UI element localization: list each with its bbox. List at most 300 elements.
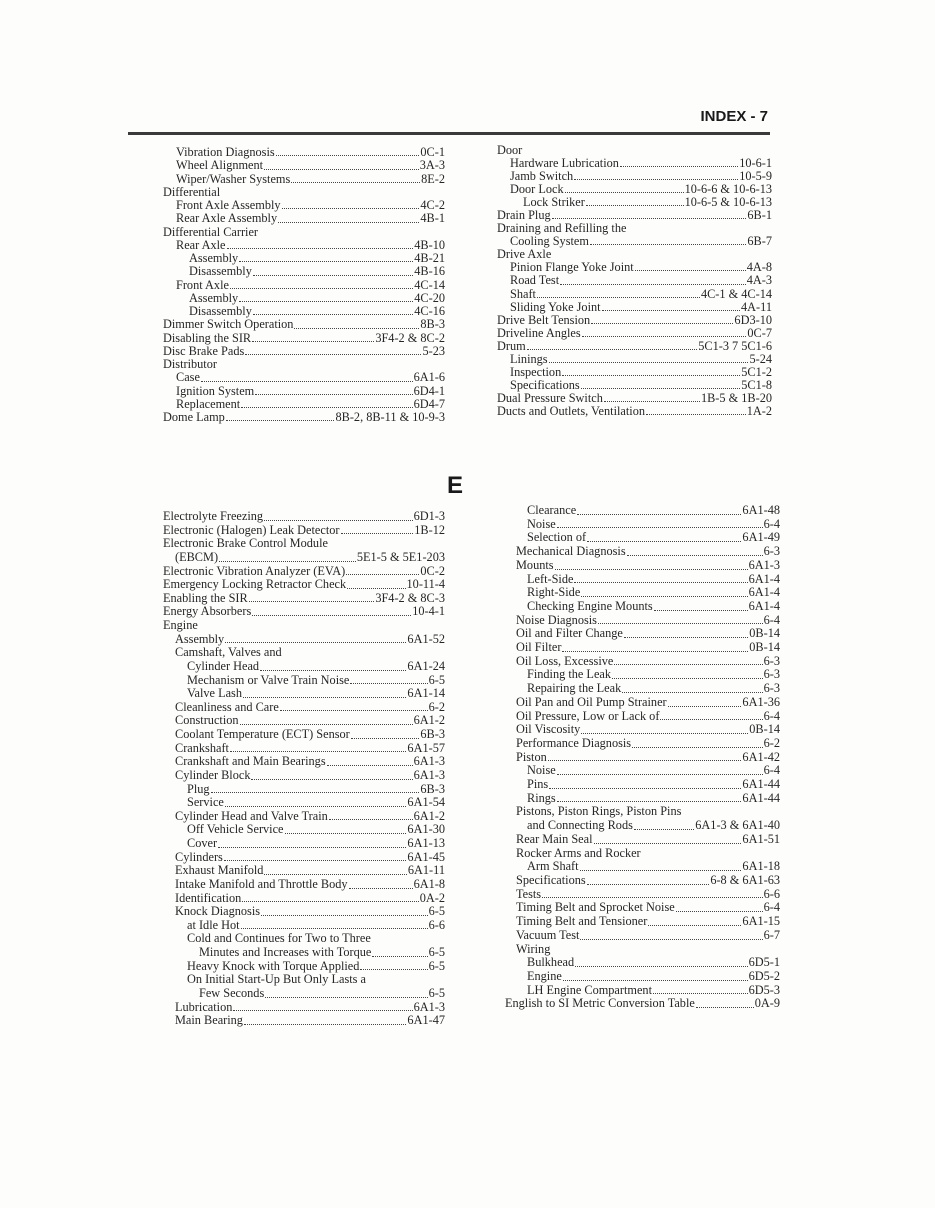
- dot-leader: [581, 388, 741, 389]
- index-entry-label: Driveline Angles: [497, 325, 581, 340]
- index-entry-page-ref: 6A1-3: [413, 767, 445, 782]
- index-entry-page-ref: 6A1-15: [742, 914, 780, 929]
- dot-leader: [646, 414, 746, 415]
- index-entry-label: Pins: [527, 777, 549, 792]
- index-entry: [505, 682, 780, 696]
- index-entry: [505, 764, 780, 778]
- dot-leader: [560, 284, 746, 285]
- index-entry: [163, 226, 445, 239]
- page-header-title: INDEX - 7: [700, 108, 768, 125]
- index-entry-label: Off Vehicle Service: [187, 822, 284, 837]
- index-entry-page-ref: 6-2: [428, 699, 445, 714]
- index-entry: [163, 932, 445, 946]
- index-entry-page-ref: 0A-9: [754, 996, 780, 1011]
- index-entry-page-ref: 10-6-1: [739, 156, 772, 171]
- index-entry-label: Piston: [516, 749, 547, 764]
- index-entry: [163, 398, 445, 411]
- index-entry-page-ref: 6A1-51: [742, 831, 780, 846]
- index-entry-page-ref: 6D3-10: [734, 312, 772, 327]
- dot-leader: [264, 520, 413, 521]
- index-entry-label: Service: [187, 795, 224, 810]
- index-entry-page-ref: 6A1-24: [407, 658, 445, 673]
- dot-leader: [562, 375, 740, 376]
- index-entry-label: at Idle Hot: [187, 917, 240, 932]
- index-entry-page-ref: 5-24: [749, 351, 772, 366]
- dot-leader: [620, 166, 738, 167]
- dot-leader: [632, 747, 763, 748]
- dot-leader: [557, 774, 763, 775]
- index-entry-label: Wheel Alignment: [176, 158, 264, 173]
- index-entry-label: Lubrication: [175, 999, 233, 1014]
- index-entry-page-ref: 6-6: [763, 886, 780, 901]
- index-entry: [505, 710, 780, 724]
- dot-leader: [676, 911, 763, 912]
- index-entry-page-ref: 6A1-49: [742, 530, 780, 545]
- index-entry: [497, 353, 772, 366]
- index-entry-label: Disabling the SIR: [163, 330, 252, 345]
- index-entry-page-ref: 6B-1: [747, 208, 772, 223]
- index-entry: [163, 592, 445, 606]
- index-entry-page-ref: 8B-2, 8B-11 & 10-9-3: [335, 410, 445, 424]
- index-entry-label: Bulkhead: [527, 955, 575, 970]
- dot-leader: [240, 724, 413, 725]
- dot-leader: [278, 222, 419, 223]
- dot-leader: [244, 1024, 406, 1025]
- index-entry-page-ref: 4A-8: [746, 260, 772, 275]
- dot-leader: [218, 847, 406, 848]
- index-entry-label: Oil Loss, Excessive: [516, 653, 614, 668]
- index-entry: [163, 728, 445, 742]
- index-entry: [505, 586, 780, 600]
- dot-leader: [587, 541, 741, 542]
- dot-leader: [351, 738, 420, 739]
- index-entry: [505, 559, 780, 573]
- index-entry-page-ref: 6A1-57: [407, 740, 445, 755]
- index-entry-label: Mounts: [516, 557, 554, 572]
- index-entry: [163, 769, 445, 783]
- index-entry-page-ref: 0B-14: [749, 626, 780, 641]
- index-entry-label: Dome Lamp: [163, 410, 225, 424]
- index-entry-label: Cylinder Block: [175, 767, 251, 782]
- dot-leader: [591, 323, 733, 324]
- index-entry-label: Rear Main Seal: [516, 831, 593, 846]
- index-entry-page-ref: 10-4-1: [412, 604, 445, 619]
- index-entry-label: Differential: [163, 184, 221, 199]
- index-entry-page-ref: 6-3: [763, 667, 780, 682]
- dot-leader: [634, 829, 694, 830]
- index-entry: [505, 751, 780, 765]
- index-entry-page-ref: 6A1-45: [407, 849, 445, 864]
- index-entry-label: Timing Belt and Tensioner: [516, 914, 648, 929]
- dot-leader: [604, 401, 700, 402]
- dot-leader: [241, 407, 412, 408]
- index-entry-page-ref: 8B-3: [420, 317, 445, 332]
- index-entry-label: Electrolyte Freezing: [163, 509, 264, 523]
- index-entry: [163, 837, 445, 851]
- index-entry-label: Checking Engine Mounts: [527, 598, 653, 613]
- index-entry: [163, 318, 445, 331]
- index-entry-label: Cover: [187, 836, 218, 850]
- index-entry-page-ref: 6A1-18: [742, 859, 780, 874]
- dot-leader: [574, 179, 738, 180]
- dot-leader: [276, 155, 420, 156]
- index-entry: [505, 847, 780, 861]
- index-entry-page-ref: 6A1-48: [742, 503, 780, 517]
- dot-leader: [548, 760, 742, 761]
- index-entry-label: Assembly: [189, 290, 239, 305]
- dot-leader: [360, 969, 427, 970]
- index-entry: [163, 279, 445, 292]
- index-column-left-top: [163, 146, 445, 424]
- index-entry-page-ref: 5C1-3 7 5C1-6: [698, 338, 772, 353]
- index-entry-label: Timing Belt and Sprocket Noise: [516, 900, 675, 915]
- index-entry: [163, 919, 445, 933]
- index-entry-label: Jamb Switch: [510, 169, 574, 184]
- dot-leader: [614, 664, 762, 665]
- dot-leader: [261, 915, 428, 916]
- dot-leader: [653, 993, 748, 994]
- index-entry-label: and Connecting Rods: [527, 818, 633, 833]
- index-entry: [163, 186, 445, 199]
- index-entry-page-ref: 6A1-44: [742, 777, 780, 792]
- index-entry-label: Drive Belt Tension: [497, 312, 591, 327]
- index-entry: [163, 173, 445, 186]
- index-entry-page-ref: 4B-16: [414, 264, 445, 279]
- index-entry-page-ref: 6A1-3: [413, 754, 445, 769]
- index-entry: [163, 755, 445, 769]
- index-entry: [163, 358, 445, 371]
- index-entry-label: Road Test: [510, 273, 560, 288]
- index-entry: [163, 810, 445, 824]
- dot-leader: [225, 642, 406, 643]
- index-entry-label: Door Lock: [510, 182, 564, 197]
- index-entry: [505, 518, 780, 532]
- index-entry-page-ref: 10-6-6 & 10-6-13: [684, 182, 772, 197]
- index-entry-page-ref: 6-4: [763, 763, 780, 778]
- index-entry-label: Oil and Filter Change: [516, 626, 623, 641]
- index-entry: [163, 674, 445, 688]
- dot-leader: [346, 574, 419, 575]
- index-entry-label: Heavy Knock with Torque Applied: [187, 958, 360, 973]
- dot-leader: [226, 420, 335, 421]
- dot-leader: [622, 692, 762, 693]
- index-entry: [163, 742, 445, 756]
- index-entry-label: Assembly: [175, 631, 225, 646]
- index-entry-label: Repairing the Leak: [527, 681, 622, 696]
- dot-leader: [575, 966, 747, 967]
- dot-leader: [253, 275, 413, 276]
- index-entry-page-ref: 4B-10: [414, 237, 445, 252]
- index-entry: [497, 366, 772, 379]
- index-entry-label: Tests: [516, 886, 542, 901]
- index-entry-page-ref: 6D5-2: [748, 968, 780, 983]
- index-entry-label: Distributor: [163, 357, 217, 371]
- index-entry: [497, 274, 772, 287]
- index-entry-label: Coolant Temperature (ECT) Sensor: [175, 727, 350, 741]
- index-entry: [163, 332, 445, 345]
- index-entry-label: Noise: [527, 516, 556, 531]
- index-entry-label: Shaft: [510, 286, 536, 301]
- index-entry: [505, 737, 780, 751]
- index-entry: [163, 578, 445, 592]
- index-entry-page-ref: 6-4: [763, 516, 780, 531]
- index-entry-page-ref: 1B-5 & 1B-20: [700, 390, 772, 405]
- index-entry: [163, 633, 445, 647]
- dot-leader: [252, 341, 374, 342]
- dot-leader: [587, 884, 710, 885]
- index-entry-label: Drain Plug: [497, 208, 551, 223]
- dot-leader: [582, 336, 747, 337]
- index-entry-page-ref: 10-11-4: [406, 577, 445, 592]
- index-entry-label: Drum: [497, 338, 526, 353]
- index-entry-page-ref: 6A1-30: [407, 822, 445, 837]
- index-entry-label: Engine: [163, 618, 198, 632]
- dot-leader: [580, 939, 762, 940]
- index-entry-page-ref: 8E-2: [421, 171, 445, 186]
- index-entry-label: Enabling the SIR: [163, 590, 248, 605]
- index-entry-label: Electronic Vibration Analyzer (EVA): [163, 563, 346, 578]
- index-entry-page-ref: 10-5-9: [739, 169, 772, 184]
- index-entry: [163, 796, 445, 810]
- index-entry-page-ref: 1A-2: [746, 403, 772, 418]
- dot-leader: [557, 801, 742, 802]
- index-entry-label: Disc Brake Pads: [163, 343, 245, 358]
- index-entry-page-ref: 6D5-3: [748, 982, 780, 997]
- index-entry-label: Wiring: [516, 941, 551, 956]
- index-entry: [505, 655, 780, 669]
- index-entry-label: Ignition System: [176, 383, 255, 398]
- index-entry-label: Exhaust Manifold: [175, 863, 264, 878]
- index-entry-page-ref: 4C-14: [414, 277, 445, 292]
- index-entry-page-ref: 6-4: [763, 708, 780, 723]
- dot-leader: [696, 1007, 754, 1008]
- dot-leader: [349, 888, 413, 889]
- index-entry-page-ref: 6-3: [763, 653, 780, 668]
- dot-leader: [280, 710, 428, 711]
- index-entry: [163, 371, 445, 384]
- index-entry: [505, 874, 780, 888]
- index-entry: [163, 265, 445, 278]
- index-entry-label: Arm Shaft: [527, 859, 579, 874]
- index-entry-label: Electronic (Halogen) Leak Detector: [163, 522, 340, 537]
- index-entry: [163, 252, 445, 265]
- index-entry-page-ref: 6D1-3: [413, 509, 445, 523]
- index-column-right-top: [497, 144, 772, 418]
- dot-leader: [577, 514, 741, 515]
- dot-leader: [230, 751, 406, 752]
- index-entry-page-ref: 5C1-2: [741, 364, 772, 379]
- index-entry-page-ref: 6A1-42: [742, 749, 780, 764]
- index-entry: [163, 851, 445, 865]
- index-entry: [505, 956, 780, 970]
- index-entry-label: Right-Side: [527, 585, 581, 600]
- dot-leader: [627, 555, 763, 556]
- index-entry-label: Dual Pressure Switch: [497, 390, 603, 405]
- index-entry-page-ref: 6B-7: [747, 234, 772, 249]
- index-entry-label: Electronic Brake Control Module: [163, 536, 328, 551]
- index-entry-label: Linings: [510, 351, 548, 366]
- index-entry: [505, 668, 780, 682]
- dot-leader: [260, 670, 406, 671]
- index-entry: [505, 545, 780, 559]
- index-entry-label: Specifications: [510, 377, 580, 392]
- index-entry-page-ref: 6A1-13: [407, 836, 445, 850]
- dot-leader: [282, 208, 420, 209]
- dot-leader: [549, 788, 741, 789]
- index-entry: [163, 565, 445, 579]
- index-entry: [163, 385, 445, 398]
- index-entry-label: Wiper/Washer Systems: [176, 171, 291, 186]
- dot-leader: [211, 792, 420, 793]
- index-entry-label: Clearance: [527, 503, 577, 517]
- index-entry-label: Noise: [527, 763, 556, 778]
- index-entry-label: Noise Diagnosis: [516, 612, 597, 627]
- index-entry: [163, 292, 445, 305]
- dot-leader: [527, 349, 698, 350]
- dot-leader: [586, 205, 684, 206]
- index-entry: [163, 783, 445, 797]
- dot-leader: [255, 394, 412, 395]
- index-entry: [497, 314, 772, 327]
- index-entry-page-ref: 6A1-6: [413, 370, 445, 385]
- index-entry-label: Rear Axle: [176, 237, 226, 252]
- index-entry-label: Cylinders: [175, 849, 223, 864]
- index-entry-label: Ducts and Outlets, Ventilation: [497, 403, 646, 418]
- index-entry-label: (EBCM): [175, 549, 219, 564]
- index-entry-page-ref: 6-3: [763, 544, 780, 559]
- index-entry-label: Finding the Leak: [527, 667, 612, 682]
- dot-leader: [648, 925, 741, 926]
- index-entry-page-ref: 6D5-1: [748, 955, 780, 970]
- index-entry-page-ref: 6A1-8: [413, 876, 445, 891]
- index-entry-page-ref: 4C-1 & 4C-14: [700, 286, 772, 301]
- index-entry: [505, 504, 780, 518]
- index-entry-page-ref: 6-5: [428, 958, 445, 973]
- dot-leader: [347, 588, 405, 589]
- index-entry-page-ref: 6A1-4: [748, 571, 780, 586]
- index-entry-page-ref: 5-23: [422, 343, 445, 358]
- index-entry: [163, 510, 445, 524]
- index-entry-label: Cylinder Head: [187, 658, 260, 673]
- index-entry: [505, 531, 780, 545]
- dot-leader: [581, 733, 748, 734]
- index-entry-page-ref: 6A1-11: [407, 863, 445, 878]
- dot-leader: [341, 533, 414, 534]
- index-entry: [497, 288, 772, 301]
- index-entry: [505, 792, 780, 806]
- index-entry: [505, 778, 780, 792]
- index-entry-page-ref: 6A1-52: [407, 631, 445, 646]
- index-entry-page-ref: 6A1-3: [748, 557, 780, 572]
- index-entry-label: Few Seconds: [199, 985, 265, 1000]
- index-entry: [505, 943, 780, 957]
- section-letter-heading: E: [446, 472, 463, 499]
- index-entry: [505, 614, 780, 628]
- index-entry: [505, 723, 780, 737]
- index-entry: [163, 823, 445, 837]
- index-entry-label: Performance Diagnosis: [516, 735, 632, 750]
- index-entry: [505, 833, 780, 847]
- index-entry-label: Drive Axle: [497, 247, 552, 262]
- index-entry-page-ref: 6A1-36: [742, 694, 780, 709]
- index-entry: [497, 392, 772, 405]
- dot-leader: [201, 381, 413, 382]
- dot-leader: [612, 678, 763, 679]
- index-entry-label: Crankshaft: [175, 740, 229, 755]
- index-entry-page-ref: 4C-2: [420, 198, 445, 212]
- index-entry: [497, 405, 772, 418]
- index-entry-page-ref: 5E1-5 & 5E1-203: [356, 549, 445, 564]
- dot-leader: [264, 169, 419, 170]
- index-entry-label: Main Bearing: [175, 1013, 243, 1028]
- index-entry: [505, 600, 780, 614]
- index-entry-page-ref: 6A1-44: [742, 790, 780, 805]
- index-entry: [163, 687, 445, 701]
- index-entry-page-ref: 10-6-5 & 10-6-13: [684, 195, 772, 210]
- dot-leader: [265, 997, 427, 998]
- index-entry-label: Engine: [527, 968, 562, 983]
- dot-leader: [574, 582, 747, 583]
- index-entry-label: Rings: [527, 790, 556, 805]
- index-entry-page-ref: 6D4-7: [413, 396, 445, 411]
- index-entry: [505, 573, 780, 587]
- index-entry: [505, 819, 780, 833]
- dot-leader: [557, 527, 763, 528]
- index-entry: [163, 946, 445, 960]
- index-entry-label: Crankshaft and Main Bearings: [175, 754, 326, 769]
- index-entry-label: Inspection: [510, 364, 562, 379]
- index-entry: [163, 619, 445, 633]
- index-entry-page-ref: 6D4-1: [413, 383, 445, 398]
- index-entry-page-ref: 6-4: [763, 900, 780, 915]
- index-entry-label: Pistons, Piston Rings, Piston Pins: [516, 804, 682, 819]
- index-entry-label: Cooling System: [510, 234, 589, 249]
- index-entry: [163, 199, 445, 212]
- dot-leader: [350, 683, 427, 684]
- index-entry-label: Pinion Flange Yoke Joint: [510, 260, 634, 275]
- index-entry-page-ref: 3A-3: [419, 158, 445, 173]
- dot-leader: [594, 843, 742, 844]
- dot-leader: [598, 623, 763, 624]
- index-entry-label: Replacement: [176, 396, 241, 411]
- index-column-right-bottom: [505, 504, 780, 1011]
- index-entry-label: Construction: [175, 713, 239, 728]
- index-entry-label: Energy Absorbers: [163, 604, 252, 619]
- index-column-left-bottom: [163, 510, 445, 1028]
- dot-leader: [242, 901, 418, 902]
- index-entry-page-ref: 0B-14: [749, 722, 780, 737]
- index-entry: [505, 970, 780, 984]
- dot-leader: [654, 610, 748, 611]
- dot-leader: [252, 615, 411, 616]
- index-entry: [505, 929, 780, 943]
- index-entry-page-ref: 4B-21: [414, 251, 445, 265]
- index-entry-label: Front Axle Assembly: [176, 198, 281, 212]
- dot-leader: [224, 860, 407, 861]
- index-entry: [163, 524, 445, 538]
- index-entry-page-ref: 6A1-47: [407, 1013, 445, 1028]
- dot-leader: [327, 765, 413, 766]
- index-entry-page-ref: 6-5: [428, 985, 445, 1000]
- index-entry: [497, 340, 772, 353]
- index-entry-page-ref: 4A-3: [746, 273, 772, 288]
- index-entry: [163, 537, 445, 551]
- index-entry-page-ref: 0B-14: [749, 640, 780, 655]
- index-entry: [505, 860, 780, 874]
- dot-leader: [537, 297, 700, 298]
- dot-leader: [251, 779, 412, 780]
- dot-leader: [239, 301, 413, 302]
